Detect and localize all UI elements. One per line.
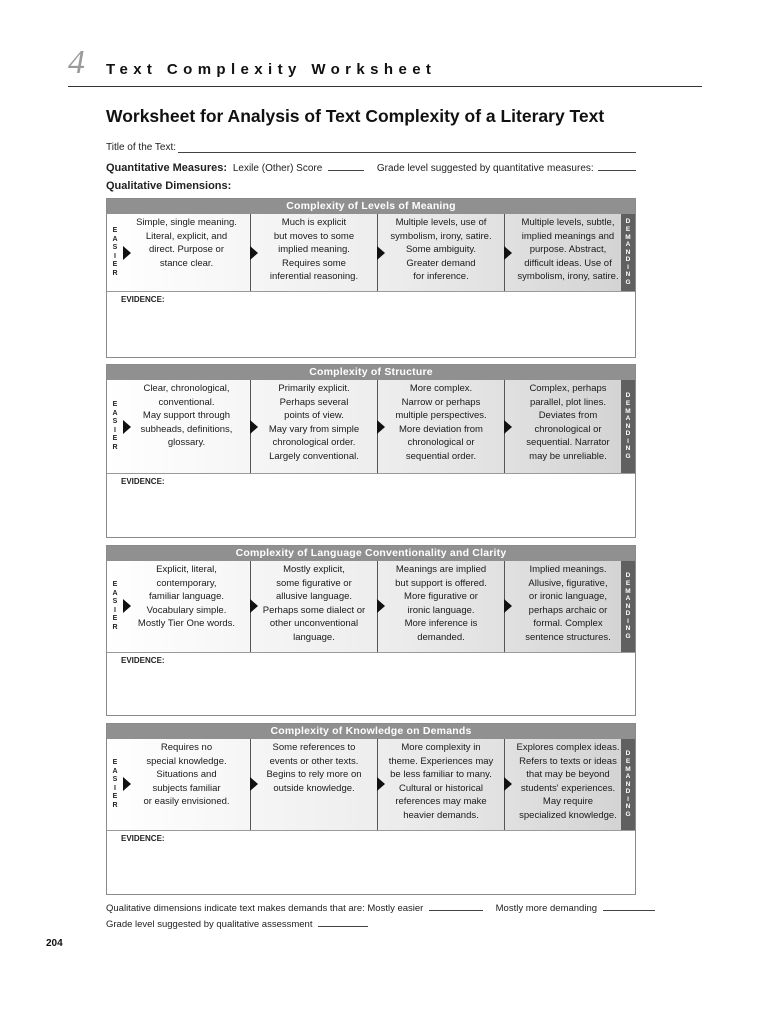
scale-cell-1: Explicit, literal, contemporary, familiar language. Vocabulary simple. Mostly Tier One words. <box>137 564 236 630</box>
mostly-demanding-field[interactable] <box>603 902 655 911</box>
evidence-field[interactable] <box>107 653 635 665</box>
section-language <box>106 545 636 716</box>
title-of-text-row <box>106 142 636 153</box>
page-number: 204 <box>46 938 63 949</box>
arrow-icon <box>250 246 258 260</box>
qualitative-label: Qualitative Dimensions: <box>106 180 232 192</box>
scale-cell-1: Clear, chronological, conventional. May support through subheads, definitions, glossary. <box>140 383 233 449</box>
easier-label: E A S I E R <box>112 401 118 451</box>
demanding-label: D E M A N D I N G <box>621 561 635 652</box>
running-title: Text Complexity Worksheet <box>106 61 437 78</box>
section-heading: Complexity of Language Conventionality and Clarity <box>107 546 635 561</box>
scale-cell-2: Much is explicit but moves to some implied meaning. Requires some inferential reasoning. <box>250 214 377 291</box>
scale-cell-1: Simple, single meaning. Literal, explicit, and direct. Purpose or stance clear. <box>136 217 237 269</box>
easier-label: E A S I E R <box>112 581 118 631</box>
section-heading: Complexity of Knowledge on Demands <box>107 724 635 739</box>
scale-cell-4: Multiple levels, subtle, implied meanings and purpose. Abstract, difficult ideas. Use of symbolism, irony, satire. <box>504 214 631 291</box>
arrow-icon <box>504 246 512 260</box>
section-structure <box>106 364 636 538</box>
evidence-label: EVIDENCE: <box>121 834 165 843</box>
demanding-label: D E M A N D I N G <box>621 739 635 830</box>
arrow-icon <box>377 777 385 791</box>
grade-quant-field[interactable] <box>598 162 636 171</box>
arrow-icon <box>504 420 512 434</box>
complexity-scale <box>107 561 635 653</box>
arrow-icon <box>250 777 258 791</box>
scale-cell-3: More complex. Narrow or perhaps multiple perspectives. More deviation from chronological or sequential order. <box>377 380 504 473</box>
demanding-label: D E M A N D I N G <box>621 380 635 473</box>
title-of-text-field[interactable] <box>178 143 636 153</box>
arrow-icon <box>504 777 512 791</box>
section-heading: Complexity of Levels of Meaning <box>107 199 635 214</box>
arrow-icon <box>504 599 512 613</box>
grade-qual-label: Grade level suggested by qualitative assessment <box>106 919 313 930</box>
lexile-label: Lexile (Other) Score <box>232 163 323 174</box>
complexity-scale <box>107 214 635 292</box>
evidence-label: EVIDENCE: <box>121 477 165 486</box>
header-divider <box>68 86 702 87</box>
section-levels-of-meaning <box>106 198 636 358</box>
arrow-icon <box>250 420 258 434</box>
section-knowledge-demands <box>106 723 636 895</box>
easier-label: E A S I E R <box>112 759 118 809</box>
arrow-icon <box>377 420 385 434</box>
arrow-icon <box>123 599 131 613</box>
grade-quant-label: Grade level suggested by quantitative measures: <box>376 163 594 174</box>
arrow-icon <box>377 246 385 260</box>
section-heading: Complexity of Structure <box>107 365 635 380</box>
arrow-icon <box>250 599 258 613</box>
grade-qual-field[interactable] <box>318 918 368 927</box>
scale-cell-1: Requires no special knowledge. Situations and subjects familiar or easily envisioned. <box>143 742 230 808</box>
arrow-icon <box>123 777 131 791</box>
qualitative-demands-row <box>106 902 655 914</box>
evidence-label: EVIDENCE: <box>121 295 165 304</box>
worksheet-title: Worksheet for Analysis of Text Complexity of a Literary Text <box>106 106 605 126</box>
scale-cell-4: Complex, perhaps parallel, plot lines. Deviates from chronological or sequential. Narrator may be unreliable. <box>504 380 631 473</box>
scale-cell-2: Primarily explicit. Perhaps several points of view. May vary from simple chronological order. Largely conventional. <box>250 380 377 473</box>
scale-cell-4: Implied meanings. Allusive, figurative, or ironic language, perhaps archaic or formal. Complex sentence structures. <box>504 561 631 652</box>
arrow-icon <box>123 420 131 434</box>
arrow-icon <box>377 599 385 613</box>
mostly-easier-field[interactable] <box>429 902 483 911</box>
scale-cell-3: Meanings are implied but support is offered. More figurative or ironic language. More inference is demanded. <box>377 561 504 652</box>
quantitative-label: Quantitative Measures: <box>106 162 228 174</box>
complexity-scale <box>107 380 635 474</box>
quantitative-row <box>106 162 636 174</box>
evidence-field[interactable] <box>107 831 635 843</box>
scale-cell-3: Multiple levels, use of symbolism, irony, satire. Some ambiguity. Greater demand for inference. <box>377 214 504 291</box>
chapter-number: 4 <box>68 44 85 81</box>
mostly-demanding-label: Mostly more demanding <box>495 903 598 914</box>
evidence-field[interactable] <box>107 292 635 304</box>
grade-qualitative-row <box>106 918 368 930</box>
scale-cell-3: More complexity in theme. Experiences may be less familiar to many. Cultural or historical references may make heavier demands. <box>377 739 504 830</box>
lexile-score-field[interactable] <box>328 162 364 171</box>
easier-label: E A S I E R <box>112 227 118 277</box>
evidence-label: EVIDENCE: <box>121 656 165 665</box>
title-of-text-label: Title of the Text: <box>106 142 177 153</box>
complexity-scale <box>107 739 635 831</box>
scale-cell-4: Explores complex ideas. Refers to texts or ideas that may be beyond students' experiences. May require specialized knowledge. <box>504 739 631 830</box>
demanding-label: D E M A N D I N G <box>621 214 635 291</box>
qual-demands-label: Qualitative dimensions indicate text makes demands that are: Mostly easier <box>106 903 424 914</box>
scale-cell-2: Mostly explicit, some figurative or allusive language. Perhaps some dialect or other unconventional language. <box>250 561 377 652</box>
evidence-field[interactable] <box>107 474 635 486</box>
arrow-icon <box>123 246 131 260</box>
scale-cell-2: Some references to events or other texts. Begins to rely more on outside knowledge. <box>250 739 377 830</box>
